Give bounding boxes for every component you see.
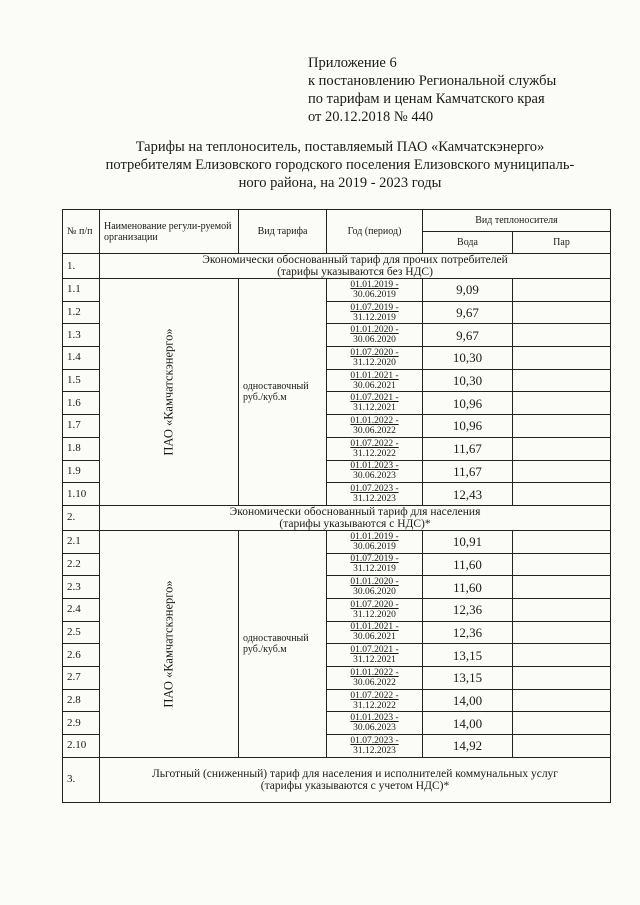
water-value: 11,67 <box>423 437 513 460</box>
period-to: 31.12.2019 <box>353 564 396 575</box>
row-num: 1.3 <box>63 324 100 347</box>
row-num: 1.8 <box>63 437 100 460</box>
row-num: 2.4 <box>63 598 100 621</box>
water-value: 10,30 <box>423 369 513 392</box>
steam-value <box>513 347 611 370</box>
row-num: 1.1 <box>63 279 100 302</box>
period-cell <box>327 460 423 483</box>
period-from: 01.07.2023 - <box>350 735 399 746</box>
period-cell <box>327 415 423 438</box>
period-from: 01.07.2022 - <box>350 438 399 449</box>
steam-value <box>513 735 611 758</box>
appendix-line: к постановлению Региональной службы <box>308 73 557 89</box>
period-cell <box>327 644 423 667</box>
row-num: 1.10 <box>63 483 100 506</box>
period-cell <box>327 598 423 621</box>
period-cell <box>327 392 423 415</box>
steam-value <box>513 576 611 599</box>
period-to: 30.06.2019 <box>353 541 396 552</box>
section-row <box>63 254 611 279</box>
water-value: 11,67 <box>423 460 513 483</box>
section-num: 1. <box>63 254 100 279</box>
header-org: Наименование регули-руемой организации <box>100 210 239 254</box>
appendix-line: от 20.12.2018 № 440 <box>308 109 434 125</box>
row-num: 1.2 <box>63 301 100 324</box>
title-line: Тарифы на теплоноситель, поставляемый ПАО «Камчатскэнерго» <box>135 139 545 155</box>
row-num: 2.8 <box>63 689 100 712</box>
row-num: 2.10 <box>63 735 100 758</box>
water-value: 11,60 <box>423 553 513 576</box>
period-cell <box>327 576 423 599</box>
period-to: 31.12.2021 <box>353 403 396 414</box>
steam-value <box>513 437 611 460</box>
period-to: 31.12.2022 <box>353 448 396 459</box>
appendix-line: по тарифам и ценам Камчатского края <box>308 91 545 107</box>
document-title <box>70 138 610 192</box>
row-num: 2.7 <box>63 667 100 690</box>
water-value: 11,60 <box>423 576 513 599</box>
water-value: 14,00 <box>423 712 513 735</box>
appendix-line: Приложение 6 <box>308 55 397 71</box>
period-from: 01.07.2021 - <box>350 393 399 404</box>
row-num: 1.7 <box>63 415 100 438</box>
period-cell <box>327 279 423 302</box>
row-num: 1.4 <box>63 347 100 370</box>
steam-value <box>513 392 611 415</box>
org-cell <box>100 530 239 757</box>
section-num: 3. <box>63 757 100 802</box>
period-to: 30.06.2023 <box>353 471 396 482</box>
period-from: 01.01.2022 - <box>350 667 399 678</box>
water-value: 13,15 <box>423 644 513 667</box>
period-from: 01.07.2023 - <box>350 484 399 495</box>
period-cell <box>327 735 423 758</box>
period-cell <box>327 483 423 506</box>
period-from: 01.07.2019 - <box>350 554 399 565</box>
section-title-line: Льготный (сниженный) тариф для населения и исполнителей коммунальных услуг <box>151 767 559 780</box>
water-value: 10,96 <box>423 392 513 415</box>
period-from: 01.01.2020 - <box>350 325 399 336</box>
period-to: 30.06.2019 <box>353 289 396 300</box>
water-value: 12,36 <box>423 621 513 644</box>
steam-value <box>513 553 611 576</box>
org-name: ПАО «Камчатскэнерго» <box>161 328 176 456</box>
org-cell <box>100 279 239 506</box>
section-num: 2. <box>63 505 100 530</box>
row-num: 1.9 <box>63 460 100 483</box>
water-value: 9,09 <box>423 279 513 302</box>
steam-value <box>513 712 611 735</box>
period-from: 01.07.2019 - <box>350 302 399 313</box>
table-row <box>63 530 611 553</box>
period-from: 01.01.2021 - <box>350 622 399 633</box>
row-num: 2.6 <box>63 644 100 667</box>
period-cell <box>327 437 423 460</box>
period-from: 01.01.2021 - <box>350 370 399 381</box>
section-title-line: Экономически обоснованный тариф для прочих потребителей <box>202 254 508 266</box>
section-title <box>100 254 611 279</box>
tariff-type: одноставочный руб./куб.м <box>239 530 327 757</box>
period-from: 01.07.2020 - <box>350 347 399 358</box>
period-from: 01.07.2021 - <box>350 645 399 656</box>
section-title-line: (тарифы указываются без НДС) <box>277 266 433 278</box>
period-cell <box>327 621 423 644</box>
row-num: 2.9 <box>63 712 100 735</box>
steam-value <box>513 483 611 506</box>
water-value: 14,92 <box>423 735 513 758</box>
water-value: 10,30 <box>423 347 513 370</box>
header-num: № п/п <box>63 210 100 254</box>
period-cell <box>327 301 423 324</box>
water-value: 12,43 <box>423 483 513 506</box>
steam-value <box>513 301 611 324</box>
row-num: 2.1 <box>63 530 100 553</box>
period-to: 30.06.2022 <box>353 677 396 688</box>
section-title <box>100 505 611 530</box>
period-to: 31.12.2023 <box>353 745 396 756</box>
header-tariff-type: Вид тарифа <box>239 210 327 254</box>
period-to: 30.06.2021 <box>353 632 396 643</box>
period-cell <box>327 553 423 576</box>
period-to: 31.12.2022 <box>353 700 396 711</box>
period-cell <box>327 712 423 735</box>
water-value: 9,67 <box>423 301 513 324</box>
period-to: 31.12.2019 <box>353 312 396 323</box>
steam-value <box>513 598 611 621</box>
period-from: 01.01.2019 - <box>350 531 399 542</box>
section-title-line: (тарифы указываются с НДС)* <box>279 517 431 530</box>
period-cell <box>327 530 423 553</box>
header-carrier: Вид теплоносителя <box>423 210 611 232</box>
section-title <box>100 757 611 802</box>
period-from: 01.01.2023 - <box>350 461 399 472</box>
header-period: Год (период) <box>327 210 423 254</box>
steam-value <box>513 667 611 690</box>
steam-value <box>513 324 611 347</box>
steam-value <box>513 279 611 302</box>
row-num: 2.3 <box>63 576 100 599</box>
row-num: 2.2 <box>63 553 100 576</box>
period-from: 01.07.2020 - <box>350 599 399 610</box>
period-from: 01.01.2019 - <box>350 279 399 290</box>
water-value: 9,67 <box>423 324 513 347</box>
period-cell <box>327 369 423 392</box>
table-row <box>63 279 611 302</box>
header-steam: Пар <box>513 232 611 254</box>
period-to: 30.06.2020 <box>353 335 396 346</box>
period-to: 31.12.2020 <box>353 609 396 620</box>
section-row <box>63 757 611 802</box>
period-to: 30.06.2020 <box>353 587 396 598</box>
steam-value <box>513 689 611 712</box>
tariff-table <box>62 209 611 803</box>
title-line: потребителям Елизовского городского поселения Елизовского муниципаль- <box>105 157 575 173</box>
row-num: 1.5 <box>63 369 100 392</box>
header-water: Вода <box>423 232 513 254</box>
period-cell <box>327 324 423 347</box>
water-value: 12,36 <box>423 598 513 621</box>
period-cell <box>327 689 423 712</box>
section-title-line: (тарифы указываются с учетом НДС)* <box>260 779 450 792</box>
row-num: 1.6 <box>63 392 100 415</box>
water-value: 10,91 <box>423 530 513 553</box>
water-value: 14,00 <box>423 689 513 712</box>
period-to: 30.06.2022 <box>353 425 396 436</box>
org-name: ПАО «Камчатскэнерго» <box>161 580 176 708</box>
section-title-line: Экономически обоснованный тариф для населения <box>229 505 481 518</box>
period-to: 30.06.2021 <box>353 380 396 391</box>
period-from: 01.01.2020 - <box>350 577 399 588</box>
section-row <box>63 505 611 530</box>
steam-value <box>513 460 611 483</box>
steam-value <box>513 644 611 667</box>
steam-value <box>513 415 611 438</box>
period-to: 31.12.2021 <box>353 655 396 666</box>
tariff-type: одноставочный руб./куб.м <box>239 279 327 506</box>
title-line: ного района, на 2019 - 2023 годы <box>238 175 442 191</box>
water-value: 10,96 <box>423 415 513 438</box>
appendix-block <box>308 54 556 126</box>
steam-value <box>513 621 611 644</box>
steam-value <box>513 530 611 553</box>
row-num: 2.5 <box>63 621 100 644</box>
period-cell <box>327 667 423 690</box>
period-from: 01.07.2022 - <box>350 690 399 701</box>
steam-value <box>513 369 611 392</box>
period-to: 30.06.2023 <box>353 723 396 734</box>
period-cell <box>327 347 423 370</box>
period-from: 01.01.2022 - <box>350 415 399 426</box>
period-to: 31.12.2020 <box>353 357 396 368</box>
water-value: 13,15 <box>423 667 513 690</box>
period-to: 31.12.2023 <box>353 494 396 505</box>
period-from: 01.01.2023 - <box>350 713 399 724</box>
